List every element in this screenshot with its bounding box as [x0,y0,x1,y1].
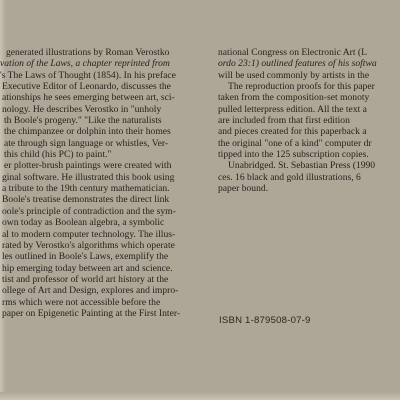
text-line: The reproduction proofs for this paper [228,81,375,93]
text-line: th Boole's progeny." "Like the naturalists [4,115,162,127]
text-line: and pieces created for this paperback a [218,126,367,138]
text-line: own today as Boolean algebra, a symbolic [2,217,165,229]
text-line: tipped into the 125 subscription copies. [218,149,369,161]
text-line: Boole's treatise demonstrates the direct link [2,194,170,206]
text-line: ollege of Art and Design, explores and impro- [2,285,179,297]
text-line: al to modern computer technology. The illus- [2,228,176,240]
text-line: nology. He describes Verostko in "unholy [2,103,162,115]
text-line: er plotter-brush paintings were created with [4,160,172,172]
text-line: Executive Editor of Leonardo, discusses the [2,81,171,93]
text-line: rated by Verostko's algorithms which operate [2,239,175,251]
text-line: paper on Epigenetic Painting at the First Inter- [2,307,181,319]
text-line: this child (his PC) to paint." [4,149,112,161]
text-line: national Congress on Electronic Art (L [218,47,367,58]
text-line: are included from that first edition [218,115,350,127]
text-line: vation of the Laws, a chapter reprinted from [0,58,170,70]
text-line: taken from the composition-set monoty [218,92,370,104]
text-line: generated illustrations by Roman Verostko [6,47,170,58]
page-bottom-edge [0,392,400,400]
text-line: the original "one of a kind" computer dr [218,137,372,149]
text-line: ate through sign language or whistles, Ver- [4,137,169,149]
text-line: will be used commonly by artists in the [218,69,370,81]
right-text-column [218,47,400,194]
text-line: oole's principle of contradiction and the sym- [2,205,176,217]
isbn-number: ISBN 1-879508-07-9 [219,315,311,326]
text-line: the chimpanzee or dolphin into their homes [4,126,171,138]
text-line: les outlined in Boole's Laws, exemplify the [2,251,169,263]
text-line: ationships he sees emerging between art, sci- [2,92,175,104]
left-text-column [0,47,206,319]
text-line: paper bound. [218,183,269,195]
text-line: rms which were not accessible before the [2,296,161,308]
text-line: a tribute to the 19th century mathematician. [2,183,170,195]
text-line: ginal software. He illustrated this book using [2,171,175,183]
text-line: tist and professor of world art history at the [2,273,169,285]
text-line: ordo 23:1) outlined features of his softwa [218,58,377,70]
text-line: hip emerging today between art and science. [2,262,173,274]
text-line: ces. 16 black and gold illustrations, 6 [218,171,361,183]
text-line: 's The Laws of Thought (1854). In his preface [0,69,176,81]
text-line: Unabridged. St. Sebastian Press (1990 [228,160,376,172]
text-line: pulled letterpress edition. All the text a [218,103,367,115]
